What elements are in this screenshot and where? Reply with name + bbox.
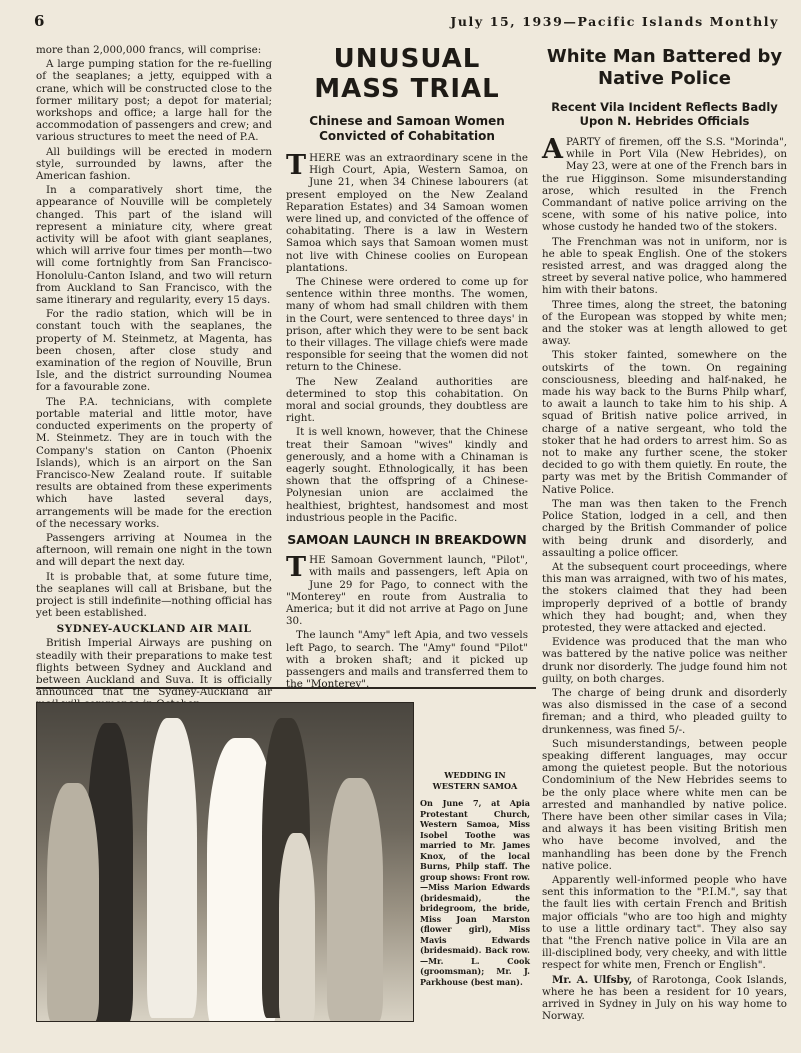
paragraph: The charge of being drunk and disorderly was also dismissed in the case of a second fireman; and a third, who pleaded guilty to drunkenness, was fined 5/-. bbox=[542, 686, 787, 736]
photo-caption bbox=[420, 770, 530, 987]
page-header bbox=[34, 12, 779, 34]
paragraph: Such misunderstandings, between people speaking different languages, may occur among the quietest people. But the notorious Condominium of the New Hebrides seems to be the only place where white men can be arrested and manhandled by native police. There have been other similar cases in Vila; and always it has been visiting British men who have become involved, and the manhandling has been done by the French native police. bbox=[542, 737, 787, 872]
trial-headline: UNUSUAL MASS TRIAL bbox=[314, 44, 500, 104]
paragraph: The launch "Amy" left Apia, and two vessels left Pago, to search. The "Amy" found "Pilot" with a broken shaft; and it picked up passengers and mails and transferred them to the "Monterey". bbox=[286, 629, 528, 691]
paragraph: For the radio station, which will be in constant touch with the seaplanes, the property of M. Steinmetz, at Magenta, has been chosen, after close study and examination of the region of Nouville, Brun Isle, and the district surrounding Noumea for a favourable zone. bbox=[36, 308, 272, 394]
drop-cap: A bbox=[542, 134, 563, 165]
paragraph: more than 2,000,000 francs, will comprise: bbox=[36, 44, 262, 56]
drop-cap: T bbox=[286, 150, 307, 181]
paragraph: This stoker fainted, somewhere on the outskirts of the town. On regaining consciousness, bleeding and half-naked, he made his way back to the Burns Philp wharf, to await a launch to take him to his ship. A squad of British native police arrived, in charge of a native sergeant, who told the stoker that he had orders to arrest him. So as not to make any further scene, the stoker decided to go with them quietly. En route, the party was met by the British Commander of Native Police. bbox=[542, 349, 787, 496]
figure-flower-girl bbox=[279, 833, 315, 1022]
paragraph: Three times, along the street, the batoning of the European was stopped by white men; and the stoker was at length allowed to get away. bbox=[542, 298, 787, 348]
paragraph: THE Samoan Government launch, "Pilot", with mails and passengers, left Apia on June 29 for Pago, to connect with the "Monterey" en route from Australia to America; but it did not arrive at Pago on June 30. bbox=[286, 552, 528, 628]
figure-bridesmaid bbox=[327, 778, 383, 1022]
paragraph: THERE was an extraordinary scene in the High Court, Apia, Western Samoa, on June 21, when 34 Chinese labourers (at present employed on the New Zealand Reparation Estates) and 34 Samoan women were lined up, and convicted of the offence of cohabitating. There is a law in Western Samoa which says that Samoan women must not live with Chinese coolies on European plantations. bbox=[286, 150, 528, 274]
figure-bridegroom bbox=[147, 718, 197, 1018]
paragraph: Apparently well-informed people who have sent this information to the "P.I.M.", say that the fault lies with certain French and British major officials "who are too high and mighty to use a little ordinary tact". They also say that "the French native police in Vila are an ill-disciplined body, very cheeky, and with little respect for white men, French or English". bbox=[542, 873, 787, 972]
running-header: July 15, 1939—Pacific Islands Monthly bbox=[450, 14, 779, 29]
trial-subheadline: Chinese and Samoan Women Convicted of Cohabitation bbox=[309, 114, 505, 143]
paragraph: A large pumping station for the re-fuelling of the seaplanes; a jetty, equipped with a crane, which will be constructed close to the former military post; a depot for material; workshops and office; a large hall for the accommodation of passengers and crew; and various structures to meet the need of P.A. bbox=[36, 58, 272, 144]
paragraph: The New Zealand authorities are determined to stop this cohabitation. On moral and social grounds, they doubtless are right. bbox=[286, 375, 528, 425]
paragraph: It is well known, however, that the Chinese treat their Samoan "wives" kindly and generously, and a home with a Chinaman is eagerly sought. Ethnologically, it has been shown that the offspring of a Chinese-Polynesian union are acclaimed the healthiest, brightest, handsomest and most industrious people in the Pacific. bbox=[286, 426, 528, 524]
note-name: Mr. A. Ulfsby, bbox=[552, 973, 633, 986]
wedding-photo bbox=[36, 702, 414, 1022]
paragraph: At the subsequent court proceedings, where this man was arraigned, with two of his mates, the stokers claimed that they had been improperly deprived of a bottle of brandy which they had bought; and, when they protested, they were attacked and ejected. bbox=[542, 560, 787, 634]
page-number: 6 bbox=[34, 12, 45, 30]
column-middle bbox=[286, 44, 528, 692]
launch-headline: SAMOAN LAUNCH IN BREAKDOWN bbox=[287, 532, 527, 548]
vila-headline: White Man Battered by Native Police bbox=[546, 46, 783, 89]
paragraph: The Chinese were ordered to come up for sentence within three months. The women, many of whom had small children with them in the Court, were sentenced to three days' in prison, after which they were to be sent back to their villages. The village chiefs were made responsible for seeing that the women did not return to the Chinese. bbox=[286, 276, 528, 374]
paragraph: It is probable that, at some future time, the seaplanes will call at Brisbane, but the project is still indefinite—nothing official has yet been established. bbox=[36, 570, 272, 620]
column-left bbox=[36, 44, 272, 713]
paragraph: APARTY of firemen, off the S.S. "Morinda", while in Port Vila (New Hebrides), on May 23, were at one of the French bars in the rue Higginson. Some misunderstanding arose, which resulted in the French Commandant of native police arriving on the scene, with some of his native police, into whose custody he handed two of the stokers. bbox=[542, 134, 787, 234]
airmail-heading: SYDNEY-AUCKLAND AIR MAIL bbox=[56, 623, 252, 636]
paragraph: Passengers arriving at Noumea in the afternoon, will remain one night in the town and will depart the next day. bbox=[36, 531, 272, 569]
paragraph: The man was then taken to the French Police Station, lodged in a cell, and then charged by the British Commander of police with being drunk and disorderly, and assaulting a police officer. bbox=[542, 497, 787, 559]
vila-subheadline: Recent Vila Incident Reflects Badly Upon N. Hebrides Officials bbox=[551, 100, 778, 128]
personal-note: Mr. A. Ulfsby, of Rarotonga, Cook Islands, where he has been a resident for 10 years, arrived in Sydney in July on his way home to Norway. bbox=[542, 973, 788, 1023]
paragraph: The Frenchman was not in uniform, nor is he able to speak English. One of the stokers resisted arrest, and was dragged along the street by several native police, who hammered him with their batons. bbox=[542, 235, 787, 297]
paragraph: All buildings will be erected in modern style, surrounded by lawns, after the American fashion. bbox=[36, 145, 272, 183]
caption-title: WEDDING IN WESTERN SAMOA bbox=[432, 770, 518, 791]
caption-body: On June 7, at Apia Protestant Church, Western Samoa, Miss Isobel Toothe was married to Mr. James Knox, of the local Burns, Philp staff. The group shows: Front row.—Miss Marion Edwards (bridesmaid), the bridegroom, the bride, Miss Joan Marston (flower girl), Miss Mavis Edwards (bridesmaid). Back row.—Mr. L. Cook (groomsman); Mr. J. Parkhouse (best man). bbox=[420, 798, 530, 987]
section-divider bbox=[36, 687, 536, 689]
paragraph: Evidence was produced that the man who was battered by the native police was neither drunk nor disorderly. The judge found him not guilty, on both charges. bbox=[542, 636, 787, 685]
drop-cap: T bbox=[286, 552, 307, 584]
column-right bbox=[542, 44, 787, 1024]
paragraph: The P.A. technicians, with complete portable material and little motor, have conducted experiments on the property of M. Steinmetz. They are in touch with the Company's station on Canton (Phoenix Islands), which is an airport on the San Francisco-New Zealand route. If suitable results are obtained from these experiments which have lasted several days, arrangements will be made for the erection of the necessary works. bbox=[36, 395, 272, 530]
paragraph: British Imperial Airways are pushing on steadily with their preparations to make test flights between Sydney and Auckland and between Auckland and Suva. It is officially announced that the Sydney-Auckland air bbox=[36, 637, 272, 699]
paragraph: In a comparatively short time, the appearance of Nouville will be completely changed. This part of the island will represent a miniature city, where great activity will be afoot with giant seaplanes, which will arrive four times per month—two will come fortnightly from San Francisco-Honolulu-Canton Island, and two will return from Auckland to San Francisco, with the same itinerary and regularity, every 15 days. bbox=[36, 184, 272, 307]
figure-bridesmaid bbox=[47, 783, 99, 1022]
